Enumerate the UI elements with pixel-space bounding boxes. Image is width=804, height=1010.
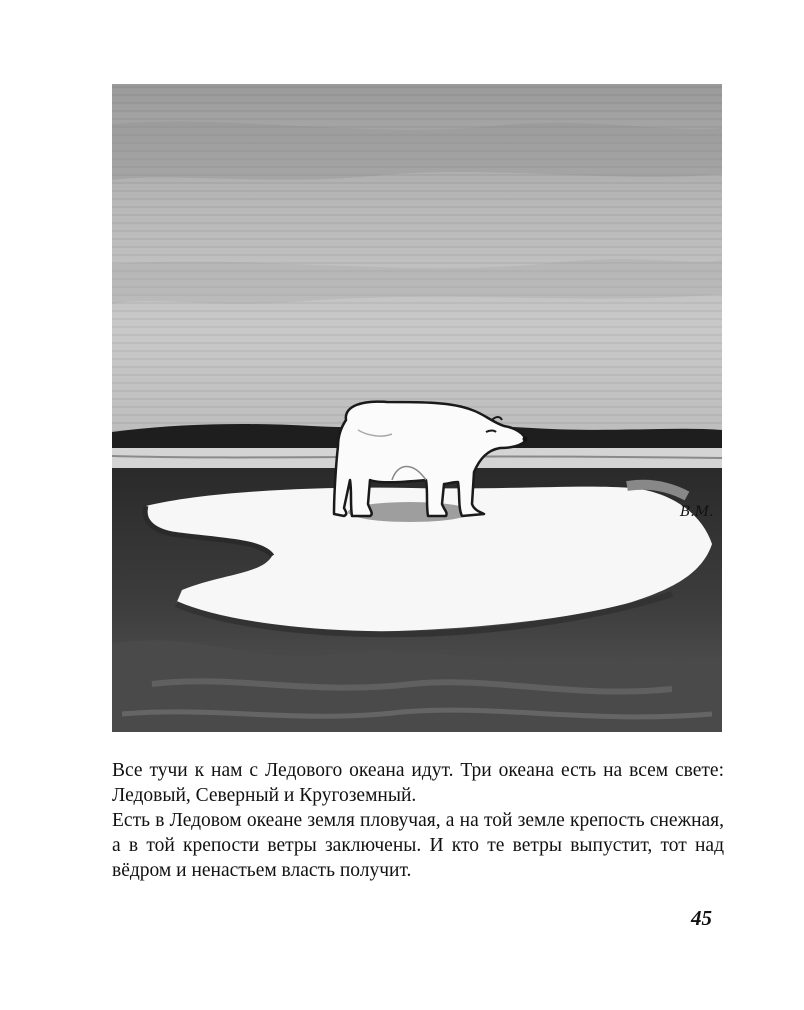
page-number: 45 xyxy=(691,906,712,930)
paragraph: Есть в Ледовом океане земля пловучая, а на той земле крепость снежная, а в той крепости ветры заключены. И кто те ветры выпустит, тот над вёдром и ненастьем власть получит. xyxy=(112,810,724,881)
artist-signature: В.М. xyxy=(680,504,714,520)
body-text xyxy=(112,758,724,883)
paragraph: Все тучи к нам с Ледового океана идут. Три океана есть на всем свете: Ледовый, Северный и Кругоземный. xyxy=(112,760,724,806)
polar-bear-illustration xyxy=(112,84,722,732)
sky-cloud-band xyxy=(112,122,722,180)
